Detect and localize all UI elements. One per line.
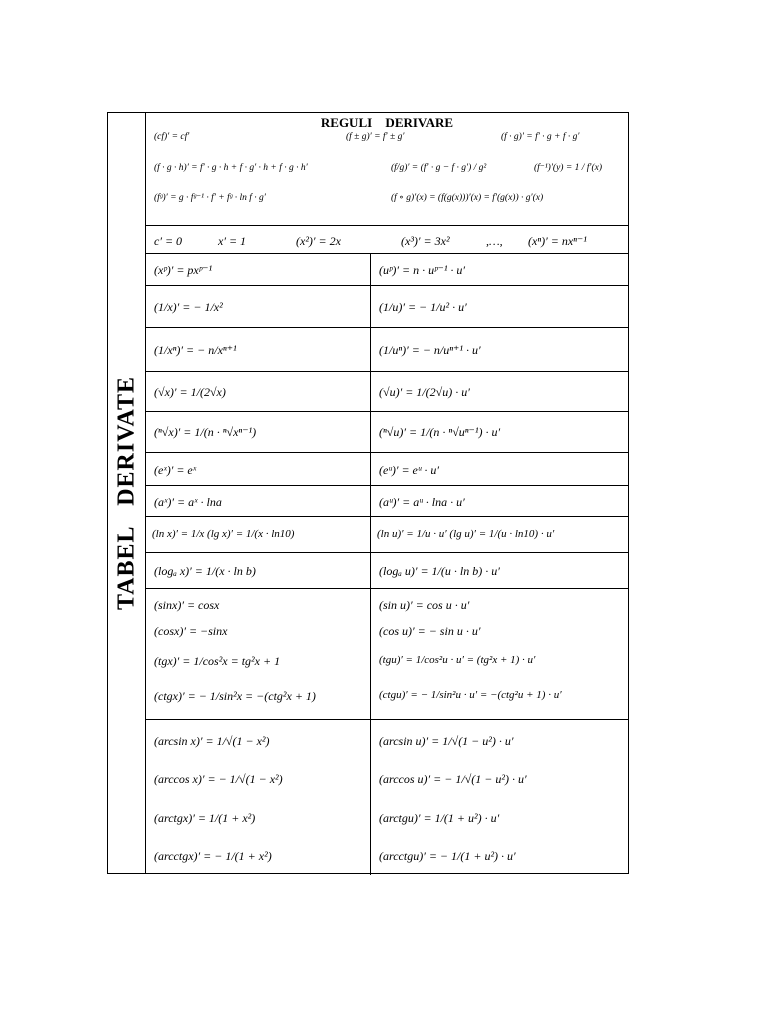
- rules-title: REGULI DERIVARE: [320, 115, 454, 130]
- side-title: TABEL DERIVATE: [113, 375, 140, 611]
- formula-left: (arcctgx)′ = − 1/(1 + x²): [154, 849, 272, 863]
- table-row: [146, 254, 628, 286]
- formula-left: (arcsin x)′ = 1/√(1 − x²): [154, 734, 270, 748]
- formula-right: (uᵖ)′ = n · uᵖ⁻¹ · u′: [379, 263, 466, 277]
- basic-ellipsis: ,…,: [486, 234, 503, 248]
- formula-left: (1/x)′ = − 1/x²: [154, 300, 223, 314]
- formula-right: (1/uⁿ)′ = − n/uⁿ⁺¹ · u′: [379, 343, 481, 357]
- formula-right: (aᵘ)′ = aᵘ · lna · u′: [379, 495, 465, 509]
- table-row: [146, 453, 628, 486]
- table-row: [146, 720, 628, 875]
- formula-left: (1/xⁿ)′ = − n/xⁿ⁺¹: [154, 343, 237, 357]
- rule-power-function: (fᵍ)′ = g · fᵍ⁻¹ · f′ + fᵍ · ln f · g′: [154, 193, 266, 203]
- formula-left: (logₐ x)′ = 1/(x · ln b): [154, 564, 256, 578]
- formula-left: (cosx)′ = −sinx: [154, 624, 228, 638]
- formula-left: (arccos x)′ = − 1/√(1 − x²): [154, 772, 283, 786]
- formula-left: (eˣ)′ = eˣ: [154, 463, 197, 477]
- rule-inverse: (f⁻¹)′(y) = 1 / f′(x): [534, 163, 603, 173]
- side-title-column: [108, 113, 146, 873]
- formula-right: (sin u)′ = cos u · u′: [379, 598, 470, 612]
- rule-chain: (f ∘ g)′(x) = (f(g(x)))′(x) = f′(g(x)) · g′(x): [391, 193, 544, 203]
- rule-triple-product: (f · g · h)′ = f′ · g · h + f · g′ · h + f · g · h′: [154, 163, 308, 173]
- formula-left: (arctgx)′ = 1/(1 + x²): [154, 811, 256, 825]
- basic-derivatives-row: [146, 226, 628, 254]
- basic-cube: (x³)′ = 3x²: [401, 234, 450, 248]
- formula-left: (ln x)′ = 1/x (lg x)′ = 1/(x · ln10): [152, 528, 295, 540]
- basic-identity: x′ = 1: [218, 234, 247, 248]
- table-row: [146, 372, 628, 412]
- table-row: [146, 517, 628, 553]
- formula-right: (ln u)′ = 1/u · u′ (lg u)′ = 1/(u · ln10) · u′: [377, 528, 555, 540]
- formula-right: (arcsin u)′ = 1/√(1 − u²) · u′: [379, 734, 514, 748]
- formula-right: (ctgu)′ = − 1/sin²u · u′ = −(ctg²u + 1) · u′: [379, 689, 562, 701]
- formula-left: (ⁿ√x)′ = 1/(n · ⁿ√xⁿ⁻¹): [154, 425, 257, 439]
- formula-left: (ctgx)′ = − 1/sin²x = −(ctg²x + 1): [154, 689, 316, 703]
- formula-right: (arccos u)′ = − 1/√(1 − u²) · u′: [379, 772, 527, 786]
- rules-section: [146, 113, 628, 226]
- formula-right: (arctgu)′ = 1/(1 + u²) · u′: [379, 811, 500, 825]
- derivatives-table: [107, 112, 629, 874]
- basic-constant: c′ = 0: [154, 234, 183, 248]
- table-body: [146, 113, 628, 873]
- rule-quotient: (f/g)′ = (f′ · g − f · g′) / g²: [391, 163, 487, 173]
- formula-right: (ⁿ√u)′ = 1/(n · ⁿ√uⁿ⁻¹) · u′: [379, 425, 501, 439]
- formula-right: (eᵘ)′ = eᵘ · u′: [379, 463, 440, 477]
- table-row: [146, 553, 628, 589]
- formula-right: (arcctgu)′ = − 1/(1 + u²) · u′: [379, 849, 516, 863]
- table-row: [146, 328, 628, 372]
- basic-n-power: (xⁿ)′ = nxⁿ⁻¹: [528, 234, 587, 248]
- basic-square: (x²)′ = 2x: [296, 234, 341, 248]
- formula-left: (xᵖ)′ = pxᵖ⁻¹: [154, 263, 213, 277]
- formula-right: (√u)′ = 1/(2√u) · u′: [379, 385, 470, 399]
- formula-left: (tgx)′ = 1/cos²x = tg²x + 1: [154, 654, 281, 668]
- table-row: [146, 412, 628, 453]
- formula-right: (1/u)′ = − 1/u² · u′: [379, 300, 467, 314]
- rule-constant-multiple: (cf)′ = cf′: [154, 132, 190, 142]
- table-row: [146, 286, 628, 328]
- formula-right: (cos u)′ = − sin u · u′: [379, 624, 481, 638]
- rule-sum: (f ± g)′ = f′ ± g′: [346, 132, 405, 142]
- rule-product: (f · g)′ = f′ · g + f · g′: [501, 132, 580, 142]
- formula-right: (logₐ u)′ = 1/(u · ln b) · u′: [379, 564, 500, 578]
- formula-left: (aˣ)′ = aˣ · lna: [154, 495, 222, 509]
- formula-left: (√x)′ = 1/(2√x): [154, 385, 226, 399]
- table-row: [146, 486, 628, 517]
- formula-left: (sinx)′ = cosx: [154, 598, 220, 612]
- formula-right: (tgu)′ = 1/cos²u · u′ = (tg²x + 1) · u′: [379, 654, 536, 666]
- table-row: [146, 589, 628, 720]
